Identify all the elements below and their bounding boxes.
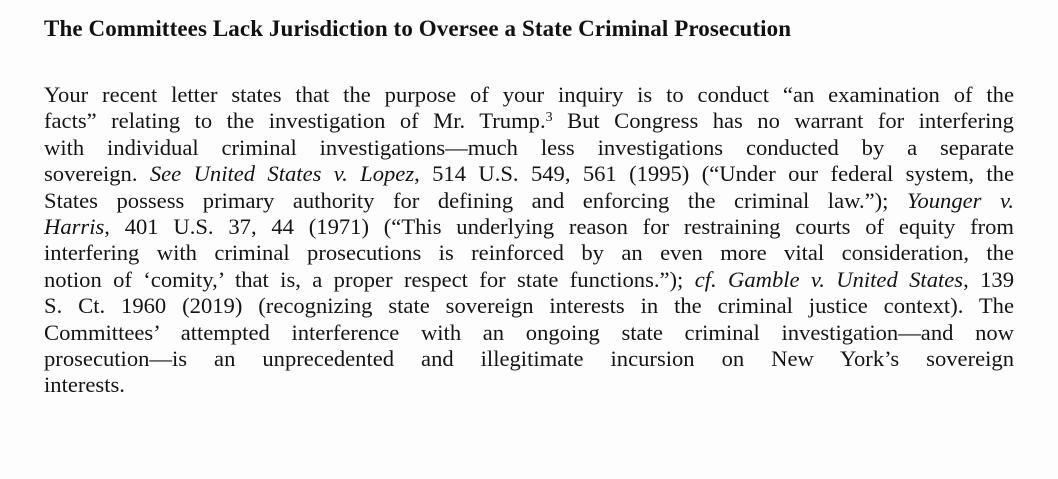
text-run: interests. — [44, 372, 125, 398]
paragraph-line — [44, 135, 1014, 161]
body-paragraph — [44, 82, 1014, 399]
text-run: Your recent letter states that the purpose of your inquiry is to conduct “an examination of the — [44, 82, 1014, 107]
text-run: notion of ‘comity,’ that is, a proper respect for state functions.”); — [44, 266, 695, 292]
text-run: prosecution—is an unprecedented and illegitimate incursion on New York’s sovereign — [44, 346, 1014, 372]
paragraph-line — [44, 346, 1014, 372]
footnote-marker: 3 — [545, 110, 553, 126]
text-run: , 514 U.S. 549, 561 (1995) (“Under our federal system, the — [414, 161, 1015, 187]
case-citation: Younger v. — [906, 187, 1014, 213]
text-run: , 139 — [963, 266, 1014, 292]
text-run: , 401 U.S. 37, 44 (1971) (“This underlying reason for restraining courts of equity from — [104, 214, 1014, 240]
text-run: sovereign. — [44, 161, 150, 187]
paragraph-line — [44, 82, 1014, 108]
section-heading: The Committees Lack Jurisdiction to Oversee a State Criminal Prosecution — [44, 16, 792, 41]
paragraph-line — [44, 293, 1014, 319]
paragraph-line — [44, 108, 1014, 134]
text-run: Committees’ attempted interference with an ongoing state criminal investigation—and now — [44, 319, 1014, 345]
case-citation: Harris — [44, 214, 105, 240]
text-run: States possess primary authority for defining and enforcing the criminal law.”); — [44, 187, 907, 213]
paragraph-line — [44, 267, 1014, 293]
text-run: facts” relating to the investigation of Mr. Trump. — [44, 108, 546, 134]
case-citation: cf. Gamble v. United States — [694, 266, 964, 292]
paragraph-line — [44, 240, 1014, 266]
text-run: interfering with criminal prosecutions is reinforced by an even more vital consideration, the — [44, 240, 1014, 266]
text-run: But Congress has no warrant for interfering — [567, 108, 1014, 134]
text-run: S. Ct. 1960 (2019) (recognizing state sovereign interests in the criminal justice context). The — [44, 293, 1014, 319]
paragraph-line — [44, 161, 1014, 187]
case-citation: See United States v. Lopez — [149, 161, 415, 187]
paragraph-line — [44, 320, 1014, 346]
paragraph-line — [44, 214, 1014, 240]
text-run: with individual criminal investigations—much less investigations conducted by a separate — [44, 134, 1014, 160]
paragraph-line — [44, 372, 1014, 398]
paragraph-line — [44, 188, 1014, 214]
